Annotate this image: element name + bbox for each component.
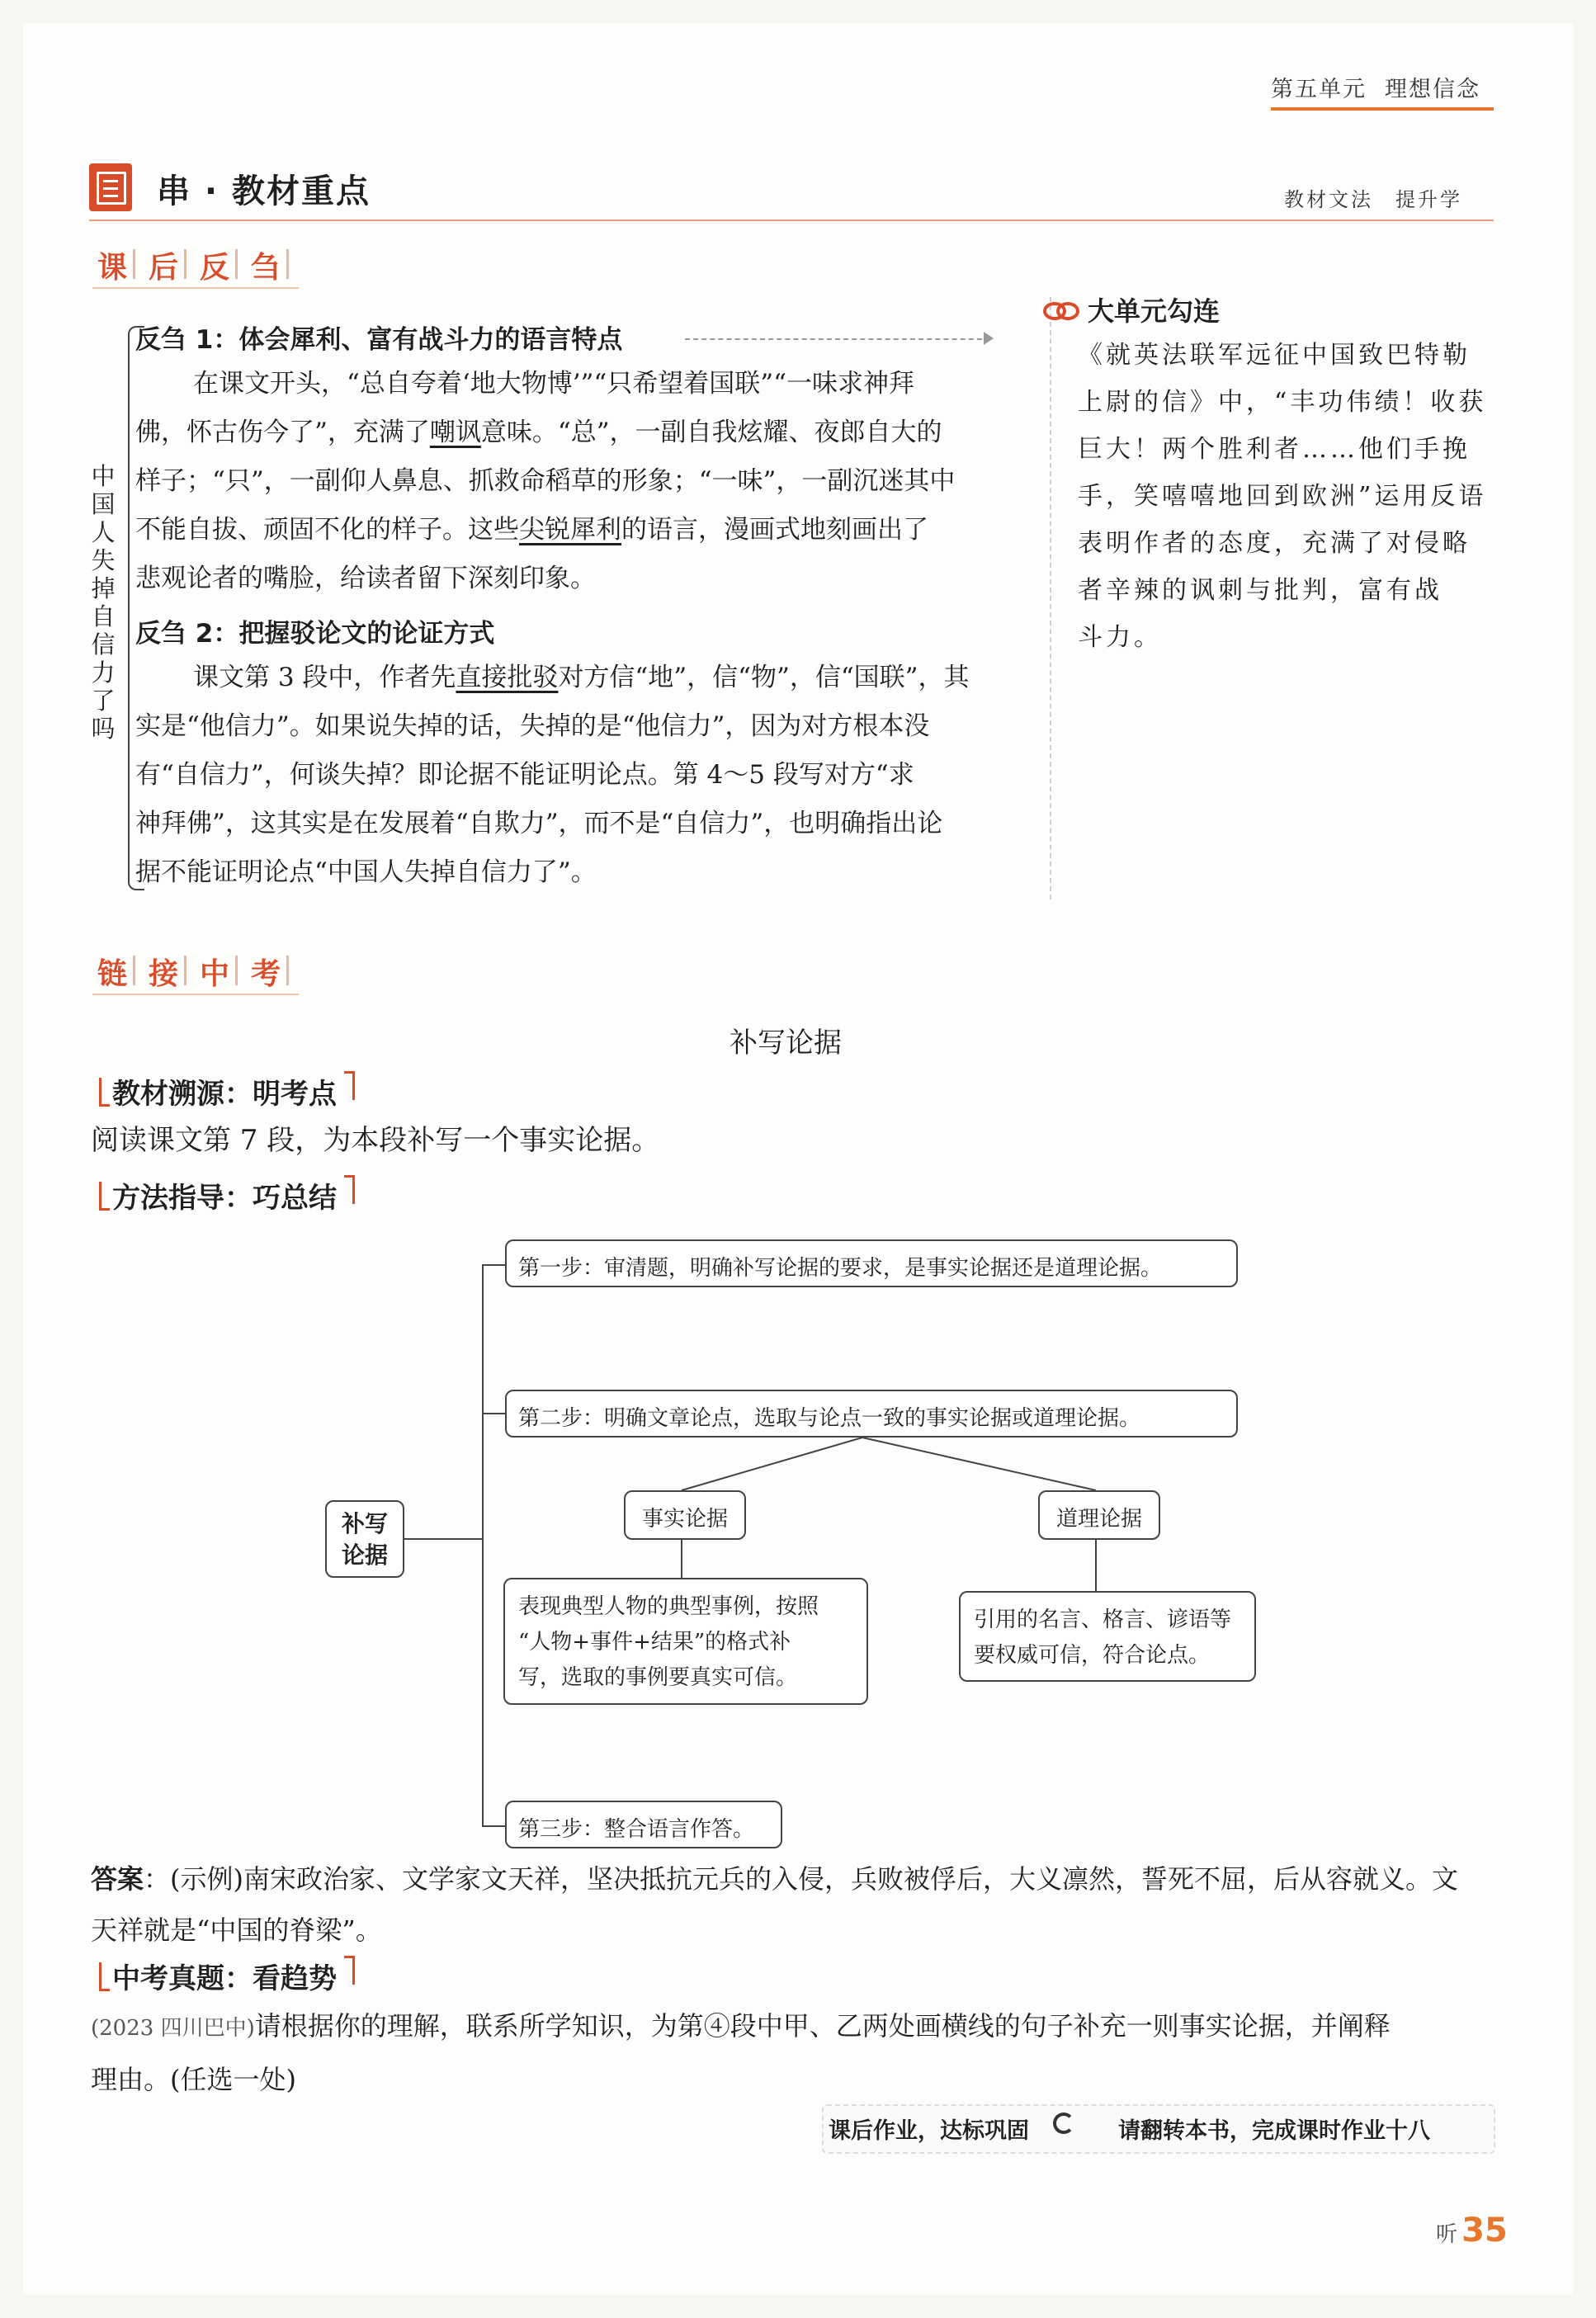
method-heading: 方法指导：巧总结 bbox=[112, 1175, 337, 1216]
big-unit-title: 大单元勾连 bbox=[1088, 295, 1221, 327]
tag-char: 刍 bbox=[251, 244, 281, 286]
reason-evidence-node: 道理论据 bbox=[1038, 1490, 1160, 1540]
point2-heading: 反刍 2：把握驳论文的论证方式 bbox=[135, 619, 495, 649]
unit-label: 第五单元 bbox=[1271, 77, 1367, 102]
tag-char: 接 bbox=[149, 951, 178, 993]
tag-char: 中 bbox=[200, 951, 229, 993]
reason-description: 引用的名言、格言、谚语等 要权威可信，符合论点。 bbox=[959, 1591, 1256, 1682]
exam-source: (2023 四川巴中) bbox=[91, 2016, 255, 2041]
tag-char: 课 bbox=[97, 244, 127, 286]
real-exam-question: (2023 四川巴中)请根据你的理解，联系所学知识，为第④段中甲、乙两处画横线的句子补充一则事实论据，并阐释 理由。(任选一处) bbox=[91, 2010, 1391, 2095]
step3-box: 第三步：整合语言作答。 bbox=[505, 1801, 782, 1848]
page-number: 听 35 bbox=[1436, 2212, 1508, 2250]
source-heading: 教材溯源：明考点 bbox=[112, 1071, 337, 1112]
homework-right: 请翻转本书，完成课时作业十八 bbox=[1118, 2118, 1430, 2144]
fact-description: 表现典型人物的典型事例，按照 “人物+事件+结果”的格式补 写，选取的事例要真实可信。 bbox=[503, 1578, 868, 1705]
tag-char: 后 bbox=[149, 244, 178, 286]
tag-char: 考 bbox=[251, 951, 281, 993]
source-text: 阅读课文第 7 段，为本段补写一个事实论据。 bbox=[91, 1124, 660, 1157]
point2-body: 课文第 3 段中，作者先直接批驳对方信“地”，信“物”，信“国联”，其 实是“他信力”。如果说失掉的话，失掉的是“他信力”，因为对方根本没 有“自信力”，何谈失掉？即论据不能证明论点。第 4～5 段写对方“求 神拜佛”，这其实是在发展着“自欺力”，而不是“自信力”，也明确指出论 据不能证明论点“中国人失掉自信力了”。 bbox=[135, 663, 970, 887]
step2-box: 第二步：明确文章论点，选取与论点一致的事实论据或道理论据。 bbox=[505, 1390, 1238, 1438]
tag-char: 反 bbox=[200, 244, 229, 286]
section-right-label: 教材文法 提升学 bbox=[1284, 188, 1462, 211]
vertical-lesson-title: 中 国 人 失 掉 自 信 力 了 吗 bbox=[91, 462, 116, 743]
point1-heading: 反刍 1：体会犀利、富有战斗力的语言特点 bbox=[135, 325, 623, 355]
answer-block: 答案：(示例)南宋政治家、文学家文天祥，坚决抵抗元兵的入侵，兵败被俘后，大义凛然，誓死不屈，后从容就义。文 天祥就是“中国的脊梁”。 bbox=[91, 1863, 1458, 1946]
answer-label: 答案 bbox=[91, 1863, 144, 1895]
unit-theme: 理想信念 bbox=[1385, 77, 1480, 102]
root-node: 补写 论据 bbox=[325, 1500, 404, 1578]
step1-box: 第一步：审清题，明确补写论据的要求，是事实论据还是道理论据。 bbox=[505, 1239, 1238, 1287]
refresh-icon bbox=[1053, 2113, 1074, 2134]
real-exam-heading: 中考真题：看趋势 bbox=[112, 1956, 337, 1996]
section-title: 串 · 教材重点 bbox=[157, 172, 371, 210]
tag-char: 链 bbox=[97, 951, 127, 993]
point1-body: 在课文开头，“总自夸着‘地大物博’”“只希望着国联”“一味求神拜 佛，怀古伤今了”，充满了嘲讽意味。“总”，一副自我炫耀、夜郎自大的 样子；“只”，一副仰人鼻息、抓救命稻草的形象；“一味”，一副沉迷其中 不能自拔、顽固不化的样子。这些尖锐犀利的语言，漫画式地刻画出了 悲观论者的嘴脸，给读者留下深刻印象。 bbox=[135, 369, 956, 593]
homework-left: 课后作业，达标巩固 bbox=[829, 2118, 1029, 2144]
exam-title: 补写论据 bbox=[730, 1027, 842, 1060]
big-unit-text: 《就英法联军远征中国致巴特勒 上尉的信》中，“丰功伟绩！收获 巨大！两个胜利者……他们手挽 手，笑嘻嘻地回到欧洲”运用反语 表明作者的态度，充满了对侵略 者辛辣的讽刺与批判，富有战 斗力。 bbox=[1078, 341, 1487, 652]
fact-evidence-node: 事实论据 bbox=[624, 1490, 746, 1540]
